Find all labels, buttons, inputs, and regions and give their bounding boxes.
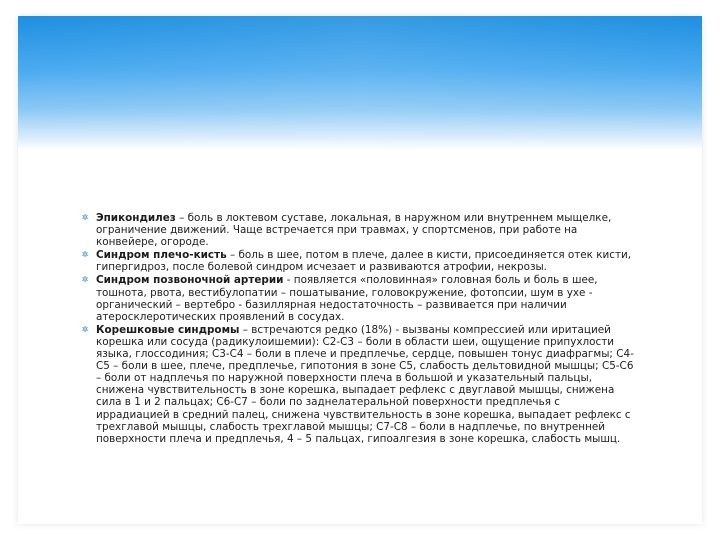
list-item-body: – боль в шее, потом в плече, далее в кисти, присоединяется отек кисти, гипергидроз, после болевой синдром исчезает и развиваются атрофии, некрозы. (96, 249, 632, 274)
list-item-text (96, 249, 636, 273)
bullet-list (80, 212, 636, 446)
list-item-text (96, 212, 636, 248)
list-item-term: Синдром позвоночной артерии (96, 274, 284, 287)
bullet-icon: ✲ (81, 250, 89, 260)
bullet-icon: ✲ (81, 213, 89, 222)
list-item (80, 249, 636, 273)
list-item-term: Синдром плечо-кисть (96, 249, 227, 262)
list-item-body: – боль в локтевом суставе, локальная, в наружном или внутреннем мыщелке, ограничение движений. Чаще встречается при травмах, у спортсменов, при работе на конвейере, огороде. (96, 212, 612, 249)
list-item (80, 274, 636, 322)
list-item-text (96, 274, 636, 322)
bullet-icon: ✲ (81, 324, 89, 334)
list-item (80, 212, 636, 248)
list-item-body: - появляется «половинная» головная боль и боль в шее, тошнота, рвота, вестибулопатии – пошатывание, головокружение, фотопсии, шум в ухе - органический – вертебро - базиллярная недостаточность – развивается при наличии атеросклеротических проявлений в сосудах. (96, 274, 598, 323)
slide (18, 16, 702, 524)
list-item-text (96, 324, 636, 445)
list-item-term: Корешковые синдромы (96, 323, 240, 336)
list-item (80, 324, 636, 445)
list-item-body: – встречаются редко (18%) - вызваны компрессией или иритацией корешка или сосуда (радикулоишемии): С2-С3 – боли в области шеи, ощущение припухлости языка, глоссодиния; С3-С4 – боли в плече и предплечье, сердце, повышен тонус диафрагмы; С4-С5 – боли в шее, плече, предплечье, гипотония в зоне С5, слабость дельтовидной мышцы; С5-С6 – боли от надплечья по наружной поверхности плеча в большой и указательный пальцы, снижена чувствительность в зоне корешка, выпадает рефлекс с двуглавой мышцы, снижена сила в 1 и 2 пальцах; С6-С7 – боли по заднелатеральной поверхности предплечья с иррадиацией в средний палец, снижена чувствительность в зоне корешка, выпадает рефлекс с трехглавой мышцы, слабость трехглавой мышцы; С7-С8 – боли в надплечье, по внутренней поверхности плеча и предплечья, 4 – 5 пальцах, гипоалгезия в зоне корешка, слабость мышц. (96, 323, 634, 445)
header-gradient-band (18, 16, 702, 150)
bullet-icon: ✲ (81, 275, 89, 285)
list-item-term: Эпикондилез (96, 212, 176, 224)
